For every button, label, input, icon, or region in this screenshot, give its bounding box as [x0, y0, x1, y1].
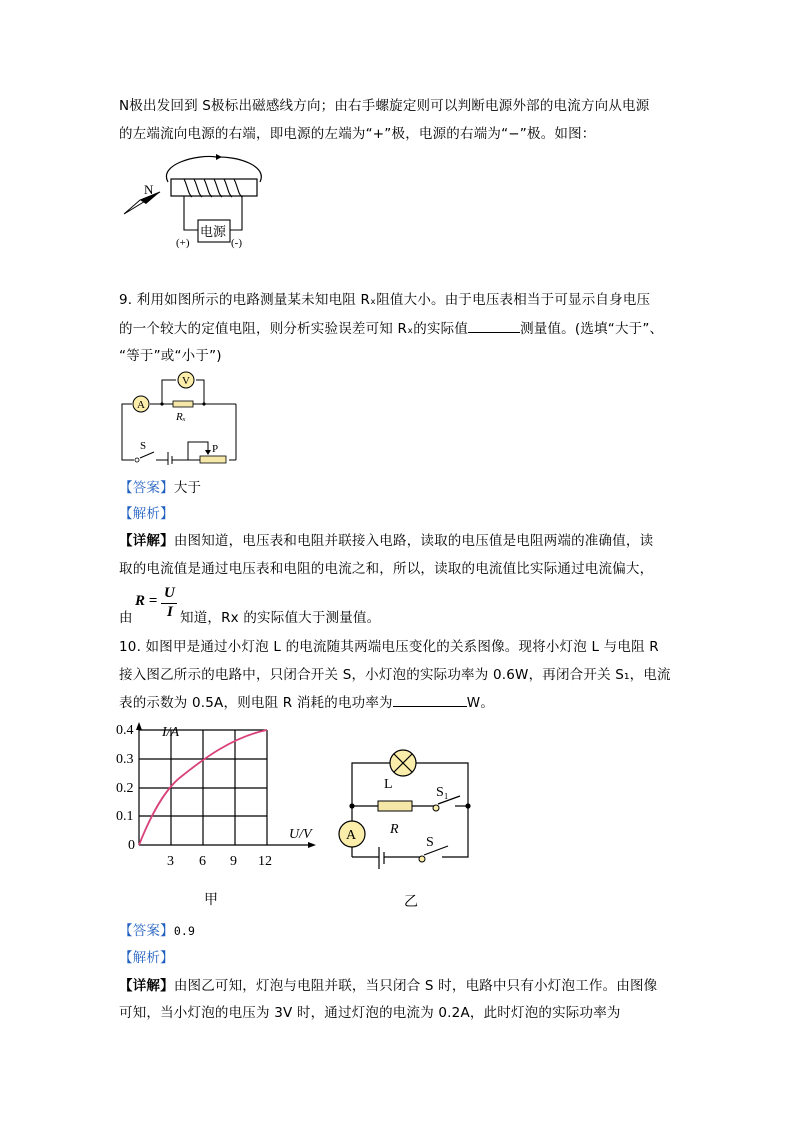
q9-detail-line-3-post: 知道，Rx 的实际值大于测量值。 [180, 610, 381, 626]
intro-line-2: 的左端流向电源的右端，即电源的左端为“+”极，电源的右端为“−”极。如图： [119, 126, 596, 142]
formula-lhs: R = [135, 593, 158, 609]
svg-text:S₁: S₁ [436, 785, 449, 800]
resistor-r-icon [378, 801, 412, 811]
answer-blank[interactable] [468, 318, 520, 333]
arrow-icon [216, 154, 222, 160]
detail-label: 【详解】 [119, 978, 174, 994]
svg-text:6: 6 [199, 854, 206, 869]
svg-text:3: 3 [167, 854, 174, 869]
q10-line-1: 10. 如图甲是通过小灯泡 L 的电流随其两端电压变化的关系图像。现将小灯泡 L 与电阻 R [119, 639, 659, 655]
switch-s-icon [419, 856, 425, 862]
q10-analysis-label: 【解析】 [119, 950, 174, 966]
svg-text:0.4: 0.4 [116, 723, 134, 738]
solenoid-figure [118, 152, 278, 252]
intro-line-1: N极出发回到 S极标出磁感线方向；由右手螺旋定则可以判断电源外部的电流方向从电源 [119, 98, 650, 114]
svg-text:12: 12 [258, 854, 272, 869]
svg-text:0.3: 0.3 [116, 752, 134, 767]
answer-label: 【答案】 [119, 923, 174, 939]
resistor-rx-icon [173, 401, 193, 407]
svg-text:0: 0 [128, 838, 135, 853]
fig-yi-caption: 乙 [404, 895, 418, 910]
q9-detail-line-3-pre: 由 [119, 610, 133, 626]
switch-s1-icon [433, 805, 439, 811]
q10-detail-line-1: 【详解】由图乙可知，灯泡与电阻并联，当只闭合 S 时，电路中只有小灯泡工作。由图像 [119, 978, 658, 994]
answer-blank[interactable] [393, 692, 467, 707]
q9-answer [119, 478, 201, 498]
svg-text:I/A: I/A [162, 725, 180, 740]
q9-line-2-text: 的一个较大的定值电阻，则分析实验误差可知 Rₓ的实际值 [119, 321, 469, 337]
svg-text:0.1: 0.1 [116, 809, 134, 824]
fig-jia-caption: 甲 [204, 893, 218, 908]
q9-analysis-label: 【解析】 [119, 506, 174, 522]
q9-line-2-tail: 测量值。(选填“大于”、 [520, 321, 664, 337]
svg-text:A: A [346, 828, 357, 843]
svg-text:V: V [182, 375, 190, 387]
power-source-label: 电源 [200, 224, 227, 239]
svg-text:U/V: U/V [289, 827, 312, 842]
q9-line-1: 9. 利用如图所示的电路测量某未知电阻 Rₓ阻值大小。由于电压表相当于可显示自身电压 [119, 292, 651, 308]
svg-text:L: L [384, 777, 393, 792]
compass-n-label: N [144, 182, 154, 197]
q10-circuit-figure [338, 746, 488, 911]
q10-line-3: 表的示数为 0.5A，则电阻 R 消耗的电功率为 W。 [119, 692, 494, 713]
q9-detail-line-1: 【详解】由图知道，电压表和电阻并联接入电路，读取的电压值是电阻两端的准确值，读 [119, 533, 654, 549]
detail-label: 【详解】 [119, 533, 174, 549]
q9-line-2 [119, 318, 663, 339]
svg-text:S: S [140, 440, 147, 452]
minus-label: (-) [231, 237, 242, 249]
q9-detail-line-2: 取的电流值是通过电压表和电阻的电流之和，所以，读取的电流值比实际通过电流偏大， [119, 561, 654, 577]
svg-text:A: A [137, 399, 145, 411]
q10-answer [119, 921, 195, 941]
answer-value: 大于 [173, 480, 202, 496]
answer-value: 0.9 [173, 924, 196, 938]
iu-chart [112, 722, 322, 912]
svg-text:0.2: 0.2 [116, 781, 134, 796]
plus-label: (+) [176, 237, 190, 249]
x-axis-arrow-icon [308, 842, 316, 848]
svg-text:R: R [390, 822, 399, 837]
formula-numerator: U [164, 585, 175, 601]
formula-denominator: I [167, 604, 173, 620]
svg-text:S: S [426, 835, 434, 850]
q9-line-3: “等于”或“小于”) [119, 348, 222, 364]
q9-circuit-figure [118, 370, 243, 465]
switch-icon [135, 458, 139, 462]
svg-text:9: 9 [230, 854, 237, 869]
rheostat-icon [200, 456, 226, 463]
answer-label: 【答案】 [119, 480, 174, 496]
y-axis-arrow-icon [136, 722, 142, 730]
q10-detail-line-2: 可知，当小灯泡的电压为 3V 时，通过灯泡的电流为 0.2A，此时灯泡的实际功率为 [119, 1005, 621, 1021]
q10-line-2: 接入图乙所示的电路中，只闭合开关 S，小灯泡的实际功率为 0.6W，再闭合开关 S₁，电流 [119, 667, 671, 683]
svg-text:P: P [212, 443, 219, 455]
svg-text:Rₓ: Rₓ [176, 411, 186, 423]
